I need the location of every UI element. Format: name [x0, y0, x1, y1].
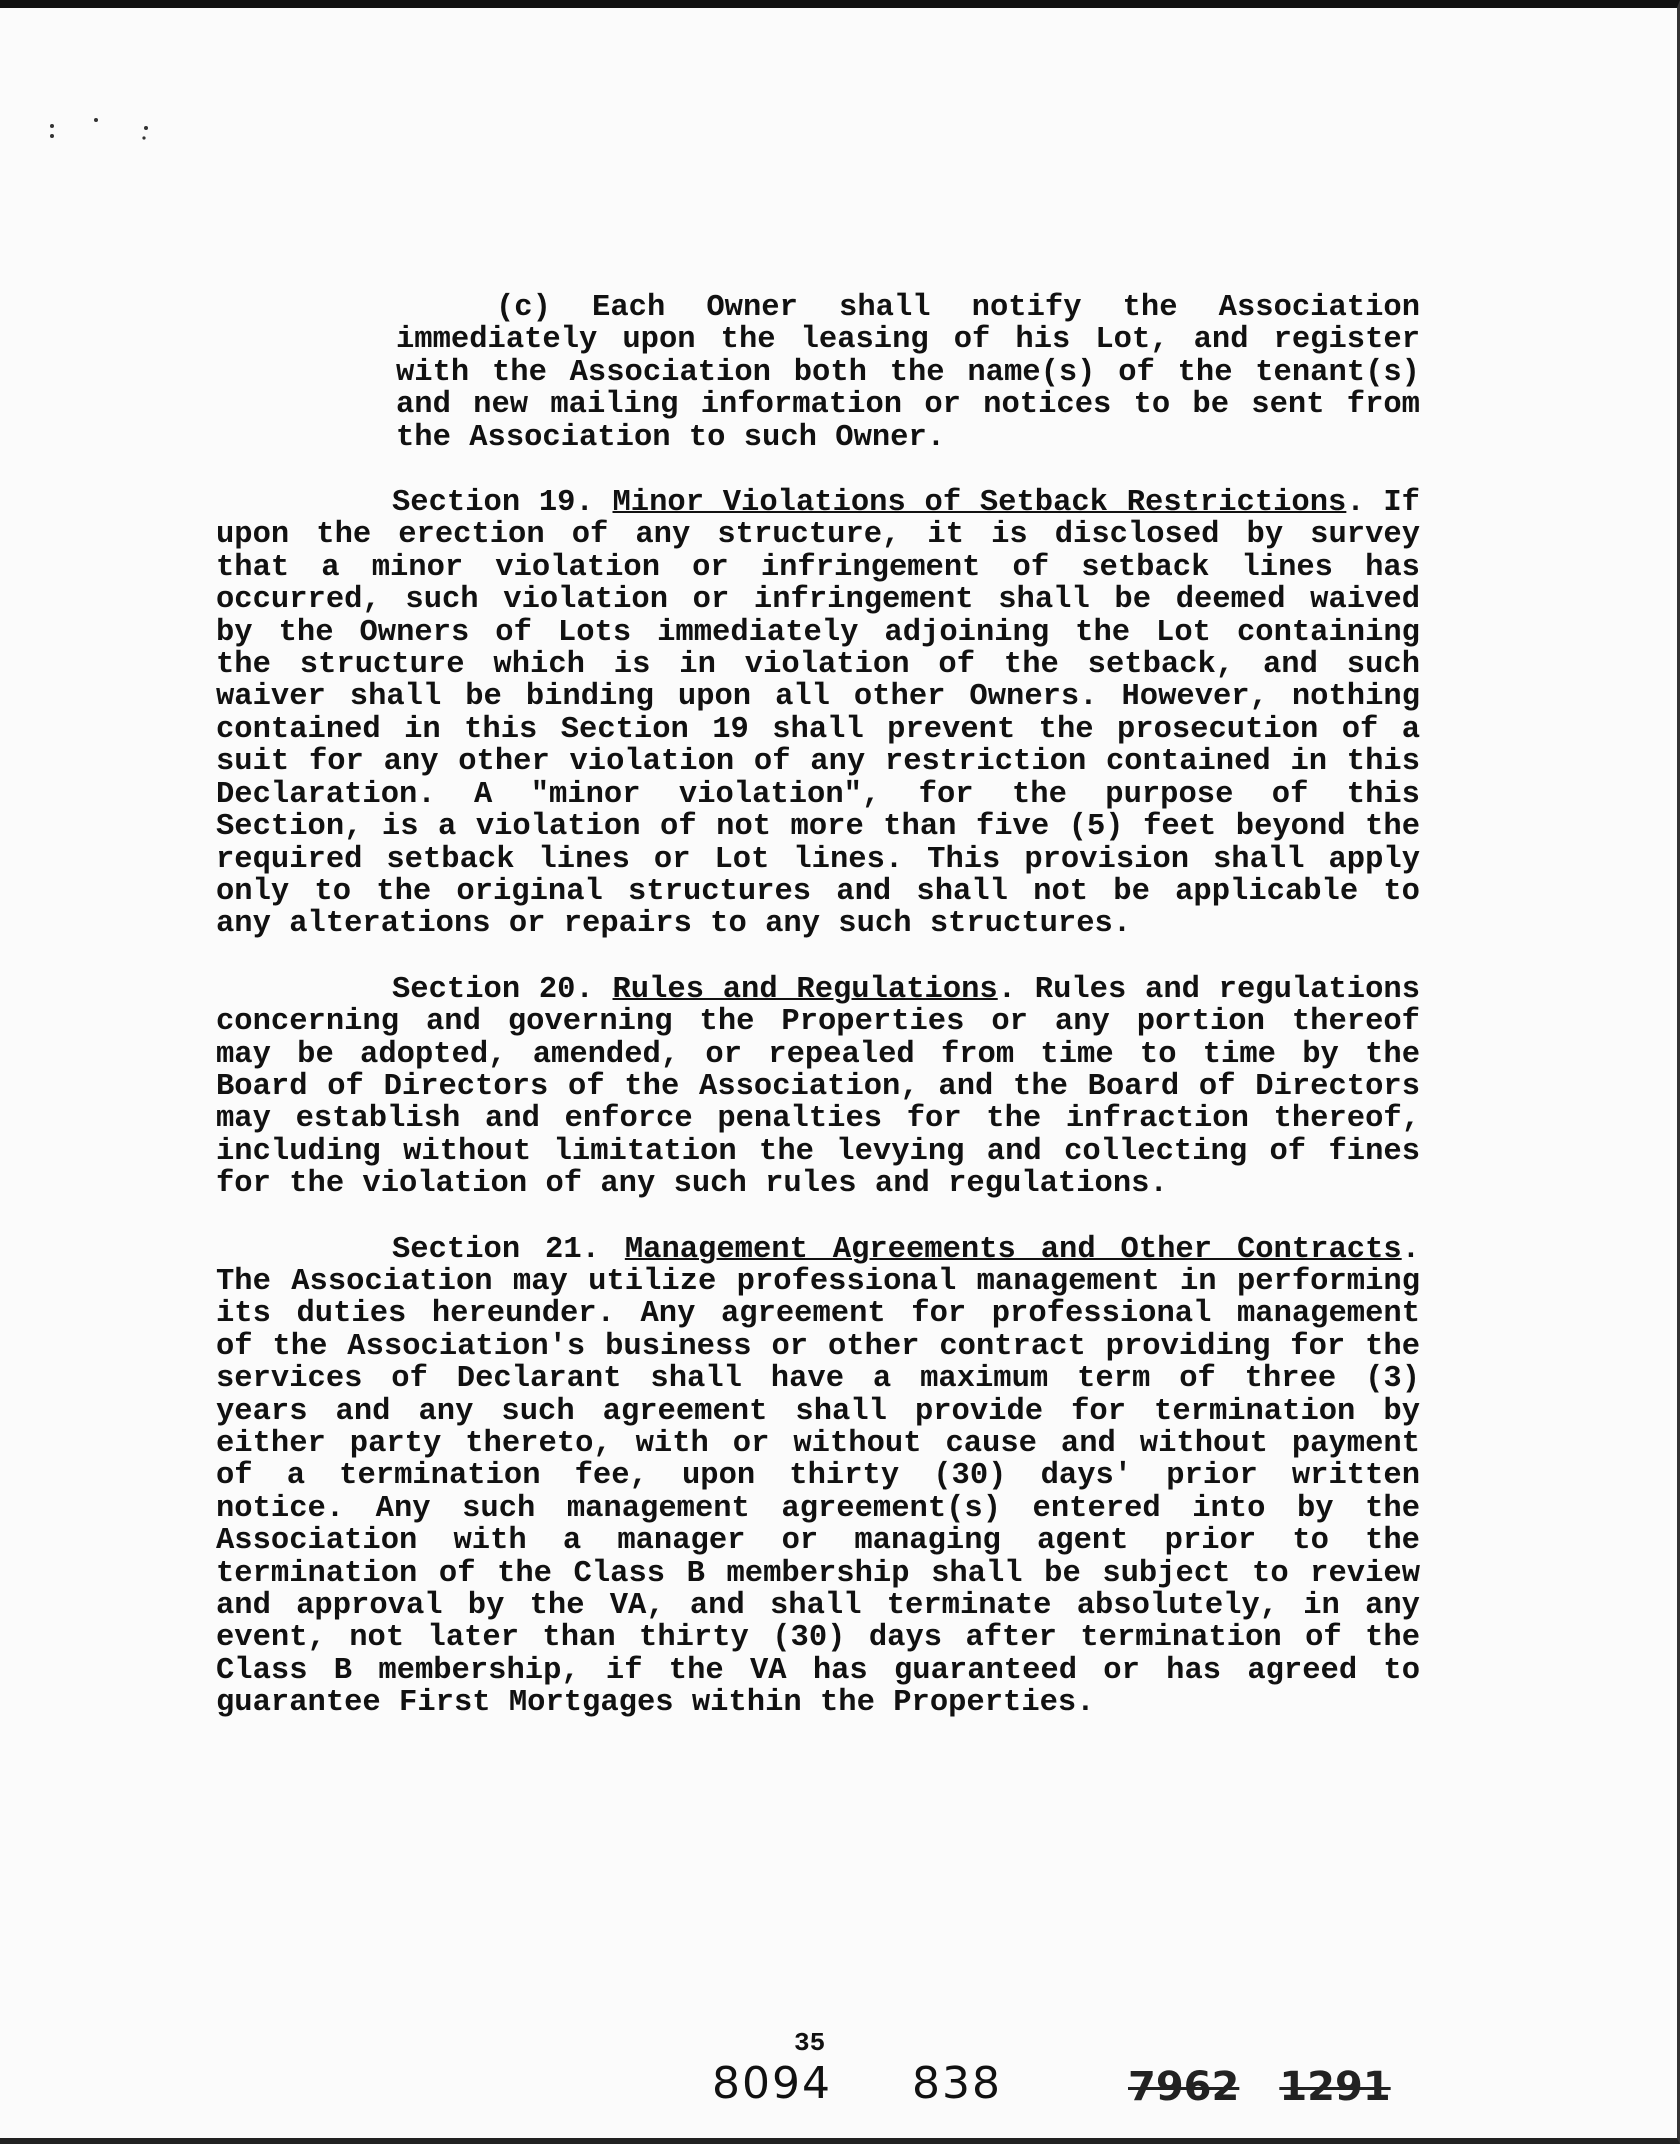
scan-specks	[48, 112, 158, 142]
paragraph-text: (c) Each Owner shall notify the Association immediately upon the leasing of his Lot, and register with the Association both the name(s) of the tenant(s) and new mailing information or notices to be sent from the Association to such Owner.	[396, 291, 1420, 455]
document-number-left: 8094	[712, 2058, 832, 2109]
section-19-lead: Section 19.	[392, 486, 613, 521]
section-20-lead: Section 20.	[392, 972, 613, 1007]
struck-document-number	[1128, 2064, 1391, 2110]
section-21-lead: Section 21.	[392, 1232, 625, 1267]
page-number: 35	[794, 2028, 826, 2058]
document-number	[712, 2058, 1002, 2109]
section-19-text: . If upon the erection of any structure, it is disclosed by survey that a minor violation or infringement of setback lines has occurred, such violation or infringement shall be deemed waived by the Owners of Lots immediately adjoining the Lot containing the structure which is in violation of the setback, and such waiver shall be binding upon all other Owners. However, nothing contained in this Section 19 shall prevent the prosecution of a suit for any other violation of any restriction contained in this Declaration. A "minor violation", for the purpose of this Section, is a violation of not more than five (5) feet beyond the required setback lines or Lot lines. This provision shall apply only to the original structures and shall not be applicable to any alterations or repairs to any such structures.	[216, 486, 1420, 942]
struck-number-left: 7962	[1128, 2064, 1240, 2110]
section-20-text: . Rules and regulations concerning and governing the Properties or any portion thereof may be adopted, amended, or repealed from time to time by the Board of Directors of the Association, and the Board of Directors may establish and enforce penalties for the infraction thereof, including without limitation the levying and collecting of fines for the violation of any such rules and regulations.	[216, 972, 1420, 1202]
section-20-heading: Rules and Regulations	[612, 972, 998, 1007]
section-21	[216, 1234, 1420, 1720]
section-21-heading: Management Agreements and Other Contracts	[624, 1232, 1402, 1267]
document-body	[216, 292, 1420, 1753]
struck-number-right: 1291	[1279, 2064, 1391, 2110]
paragraph-c	[216, 292, 1420, 454]
section-20	[216, 974, 1420, 1201]
section-21-text: . The Association may utilize professional management in performing its duties hereunder. Any agreement for professional management of the Association's business or other contract providing for the services of Declarant shall have a maximum term of three (3) years and any such agreement shall provide for termination by either party thereto, with or without cause and without payment of a termination fee, upon thirty (30) days' prior written notice. Any such management agreement(s) entered into by the Association with a manager or managing agent prior to the termination of the Class B membership shall be subject to review and approval by the VA, and shall terminate absolutely, in any event, not later than thirty (30) days after termination of the Class B membership, if the VA has guaranteed or has agreed to guarantee First Mortgages within the Properties.	[216, 1232, 1420, 1721]
section-19	[216, 487, 1420, 941]
document-number-right: 838	[911, 2058, 1002, 2109]
section-19-heading: Minor Violations of Setback Restrictions	[612, 486, 1347, 521]
